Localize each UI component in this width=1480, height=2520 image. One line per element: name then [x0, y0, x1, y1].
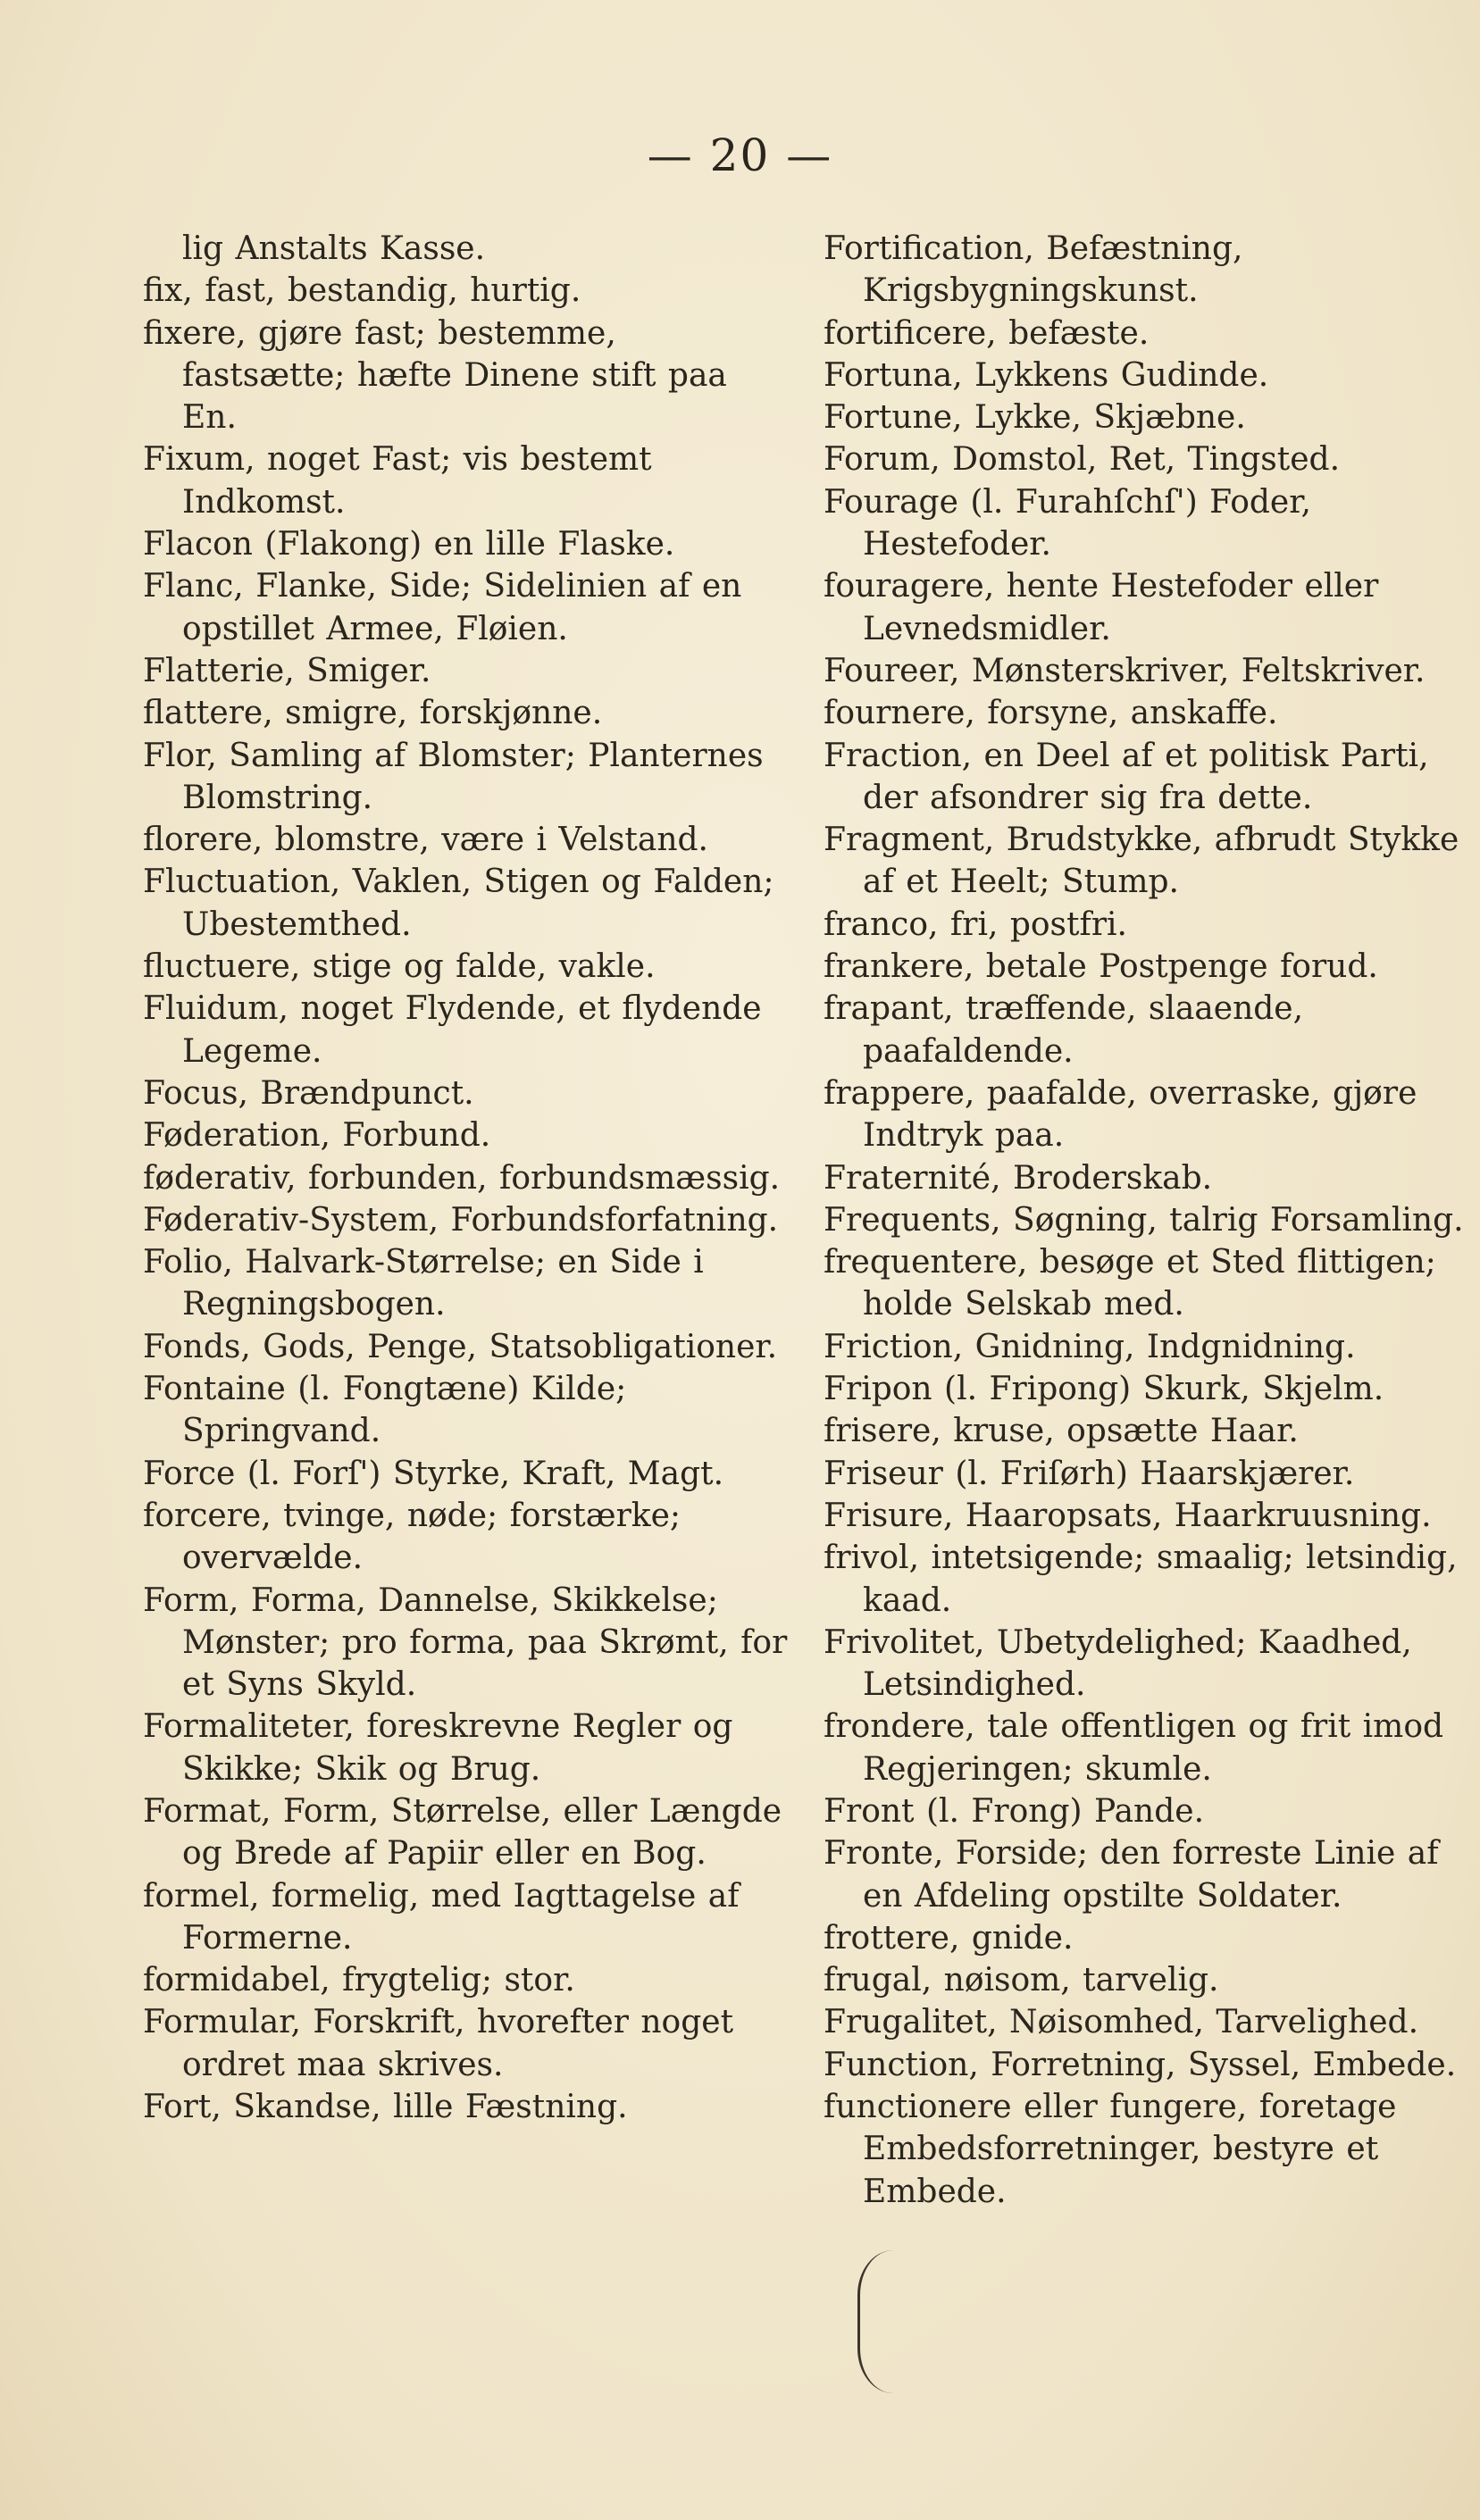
dictionary-entry: Fripon (l. Fripong) Skurk, Skjelm. — [824, 1371, 1384, 1408]
dictionary-entry: Fluctuation, Vaklen, Stigen og Falden; Ubestemthed. — [143, 864, 774, 943]
left-column — [143, 228, 790, 2128]
dictionary-entry: fortificere, befæste. — [824, 314, 1150, 352]
dictionary-entry: Flanc, Flanke, Side; Sidelinien af en opstillet Armee, Fløien. — [143, 568, 742, 647]
dictionary-entry: Friseur (l. Friſørh) Haarskjærer. — [824, 1455, 1355, 1492]
dictionary-entry: Fonds, Gods, Penge, Statsobligationer. — [143, 1328, 778, 1365]
dictionary-entry: frisere, kruse, opsætte Haar. — [824, 1413, 1299, 1450]
dictionary-entry: Føderation, Forbund. — [143, 1117, 491, 1155]
right-column — [824, 228, 1465, 2213]
dictionary-entry: fouragere, hente Hestefoder eller Levnedsmidler. — [824, 568, 1379, 647]
dictionary-entry: formidabel, frygtelig; stor. — [143, 1962, 575, 1999]
dictionary-entry: frivol, intetsigende; smaalig; letsindig, kaad. — [824, 1540, 1458, 1619]
dictionary-entry: Folio, Halvark-Størrelse; en Side i Regningsbogen. — [143, 1244, 704, 1323]
dictionary-entry: Fronte, Forside; den forreste Linie af en Afdeling opstilte Soldater. — [824, 1835, 1439, 1915]
dictionary-entry: Føderativ-System, Forbundsforfatning. — [143, 1201, 779, 1239]
dictionary-entry: føderativ, forbunden, forbundsmæssig. — [143, 1159, 781, 1197]
dictionary-entry: Frequents, Søgning, talrig Forsamling. — [824, 1201, 1464, 1239]
dictionary-entry: fixere, gjøre fast; bestemme, fastsætte; hæfte Dinene stift paa En. — [143, 314, 727, 437]
dictionary-entry: frondere, tale offentligen og frit imod Regjeringen; skumle. — [824, 1708, 1444, 1788]
dictionary-entry: Fluidum, noget Flydende, et flydende Legeme. — [143, 990, 762, 1070]
dictionary-entry: Friction, Gnidning, Indgnidning. — [824, 1328, 1356, 1365]
dictionary-entry: functionere eller fungere, foretage Embedsforretninger, bestyre et Embede. — [824, 2089, 1397, 2210]
dictionary-entry: forcere, tvinge, nøde; forstærke; overvælde. — [143, 1497, 681, 1577]
dictionary-entry: Formular, Forskrift, hvorefter noget ordret maa skrives. — [143, 2004, 734, 2083]
dictionary-entry: frequentere, besøge et Sted flittigen; holde Selskab med. — [824, 1244, 1436, 1323]
dictionary-entry: fournere, forsyne, anskaffe. — [824, 695, 1278, 732]
dictionary-entry: Form, Forma, Dannelse, Skikkelse; Mønster; pro forma, paa Skrømt, for et Syns Skyld. — [143, 1581, 788, 1704]
dictionary-entry: Focus, Brændpunct. — [143, 1074, 474, 1112]
dictionary-entry: Fort, Skandse, lille Fæstning. — [143, 2089, 628, 2126]
dictionary-entry: frankere, betale Postpenge forud. — [824, 948, 1378, 986]
dictionary-entry: florere, blomstre, være i Velstand. — [143, 822, 708, 859]
dictionary-entry: frapant, træffende, slaaende, paafaldende. — [824, 990, 1304, 1070]
dictionary-entry: Fortification, Befæstning, Krigsbygningskunst. — [824, 230, 1243, 310]
dictionary-entry: frottere, gnide. — [824, 1919, 1074, 1957]
dictionary-entry: Function, Forretning, Syssel, Embede. — [824, 2046, 1457, 2083]
dictionary-entry: Flacon (Flakong) en lille Flaske. — [143, 526, 675, 563]
dictionary-entry: Format, Form, Størrelse, eller Længde og Brede af Papiir eller en Bog. — [143, 1792, 782, 1873]
dictionary-entry: Frugalitet, Nøisomhed, Tarvelighed. — [824, 2004, 1419, 2041]
dictionary-entry: Fraction, en Deel af et politisk Parti, der afsondrer sig fra dette. — [824, 737, 1429, 816]
dictionary-entry: Formaliteter, foreskrevne Regler og Skikke; Skik og Brug. — [143, 1708, 733, 1788]
dictionary-entry: frugal, nøisom, tarvelig. — [824, 1962, 1219, 1999]
dictionary-entry: Foureer, Mønsterskriver, Feltskriver. — [824, 652, 1426, 689]
dictionary-entry: Fixum, noget Fast; vis bestemt Indkomst. — [143, 441, 652, 521]
dictionary-entry: Frivolitet, Ubetydelighed; Kaadhed, Letsindighed. — [824, 1623, 1412, 1704]
dictionary-entry: Frisure, Haaropsats, Haarkruusning. — [824, 1497, 1432, 1534]
dictionary-entry: fluctuere, stige og falde, vakle. — [143, 948, 656, 986]
dictionary-entry: Fragment, Brudstykke, afbrudt Stykke af et Heelt; Stump. — [824, 822, 1459, 901]
dictionary-entry: Force (l. Forſ') Styrke, Kraft, Magt. — [143, 1455, 724, 1492]
dictionary-entry: Flor, Samling af Blomster; Planternes Blomstring. — [143, 737, 764, 816]
bracket-mark — [857, 2250, 894, 2393]
dictionary-entry: fix, fast, bestandig, hurtig. — [143, 272, 581, 310]
dictionary-entry: Fortune, Lykke, Skjæbne. — [824, 399, 1246, 437]
dictionary-entry: Fraternité, Broderskab. — [824, 1159, 1213, 1197]
dictionary-entry: Forum, Domstol, Ret, Tingsted. — [824, 441, 1341, 479]
dictionary-entry: lig Anstalts Kasse. — [182, 230, 486, 267]
dictionary-entry: Front (l. Frong) Pande. — [824, 1792, 1205, 1830]
dictionary-entry: franco, fri, postfri. — [824, 905, 1127, 943]
dictionary-entry: Fontaine (l. Fongtæne) Kilde; Springvand. — [143, 1371, 627, 1450]
dictionary-entry: flattere, smigre, forskjønne. — [143, 695, 603, 732]
dictionary-entry: Flatterie, Smiger. — [143, 652, 431, 689]
dictionary-entry: formel, formelig, med Iagttagelse af Formerne. — [143, 1877, 740, 1957]
page-number: — 20 — — [647, 129, 833, 181]
dictionary-entry: Fourage (l. Furahſchſ') Foder, Hestefoder. — [824, 483, 1311, 563]
dictionary-entry: frappere, paafalde, overraske, gjøre Indtryk paa. — [824, 1074, 1417, 1155]
dictionary-entry: Fortuna, Lykkens Gudinde. — [824, 356, 1269, 394]
